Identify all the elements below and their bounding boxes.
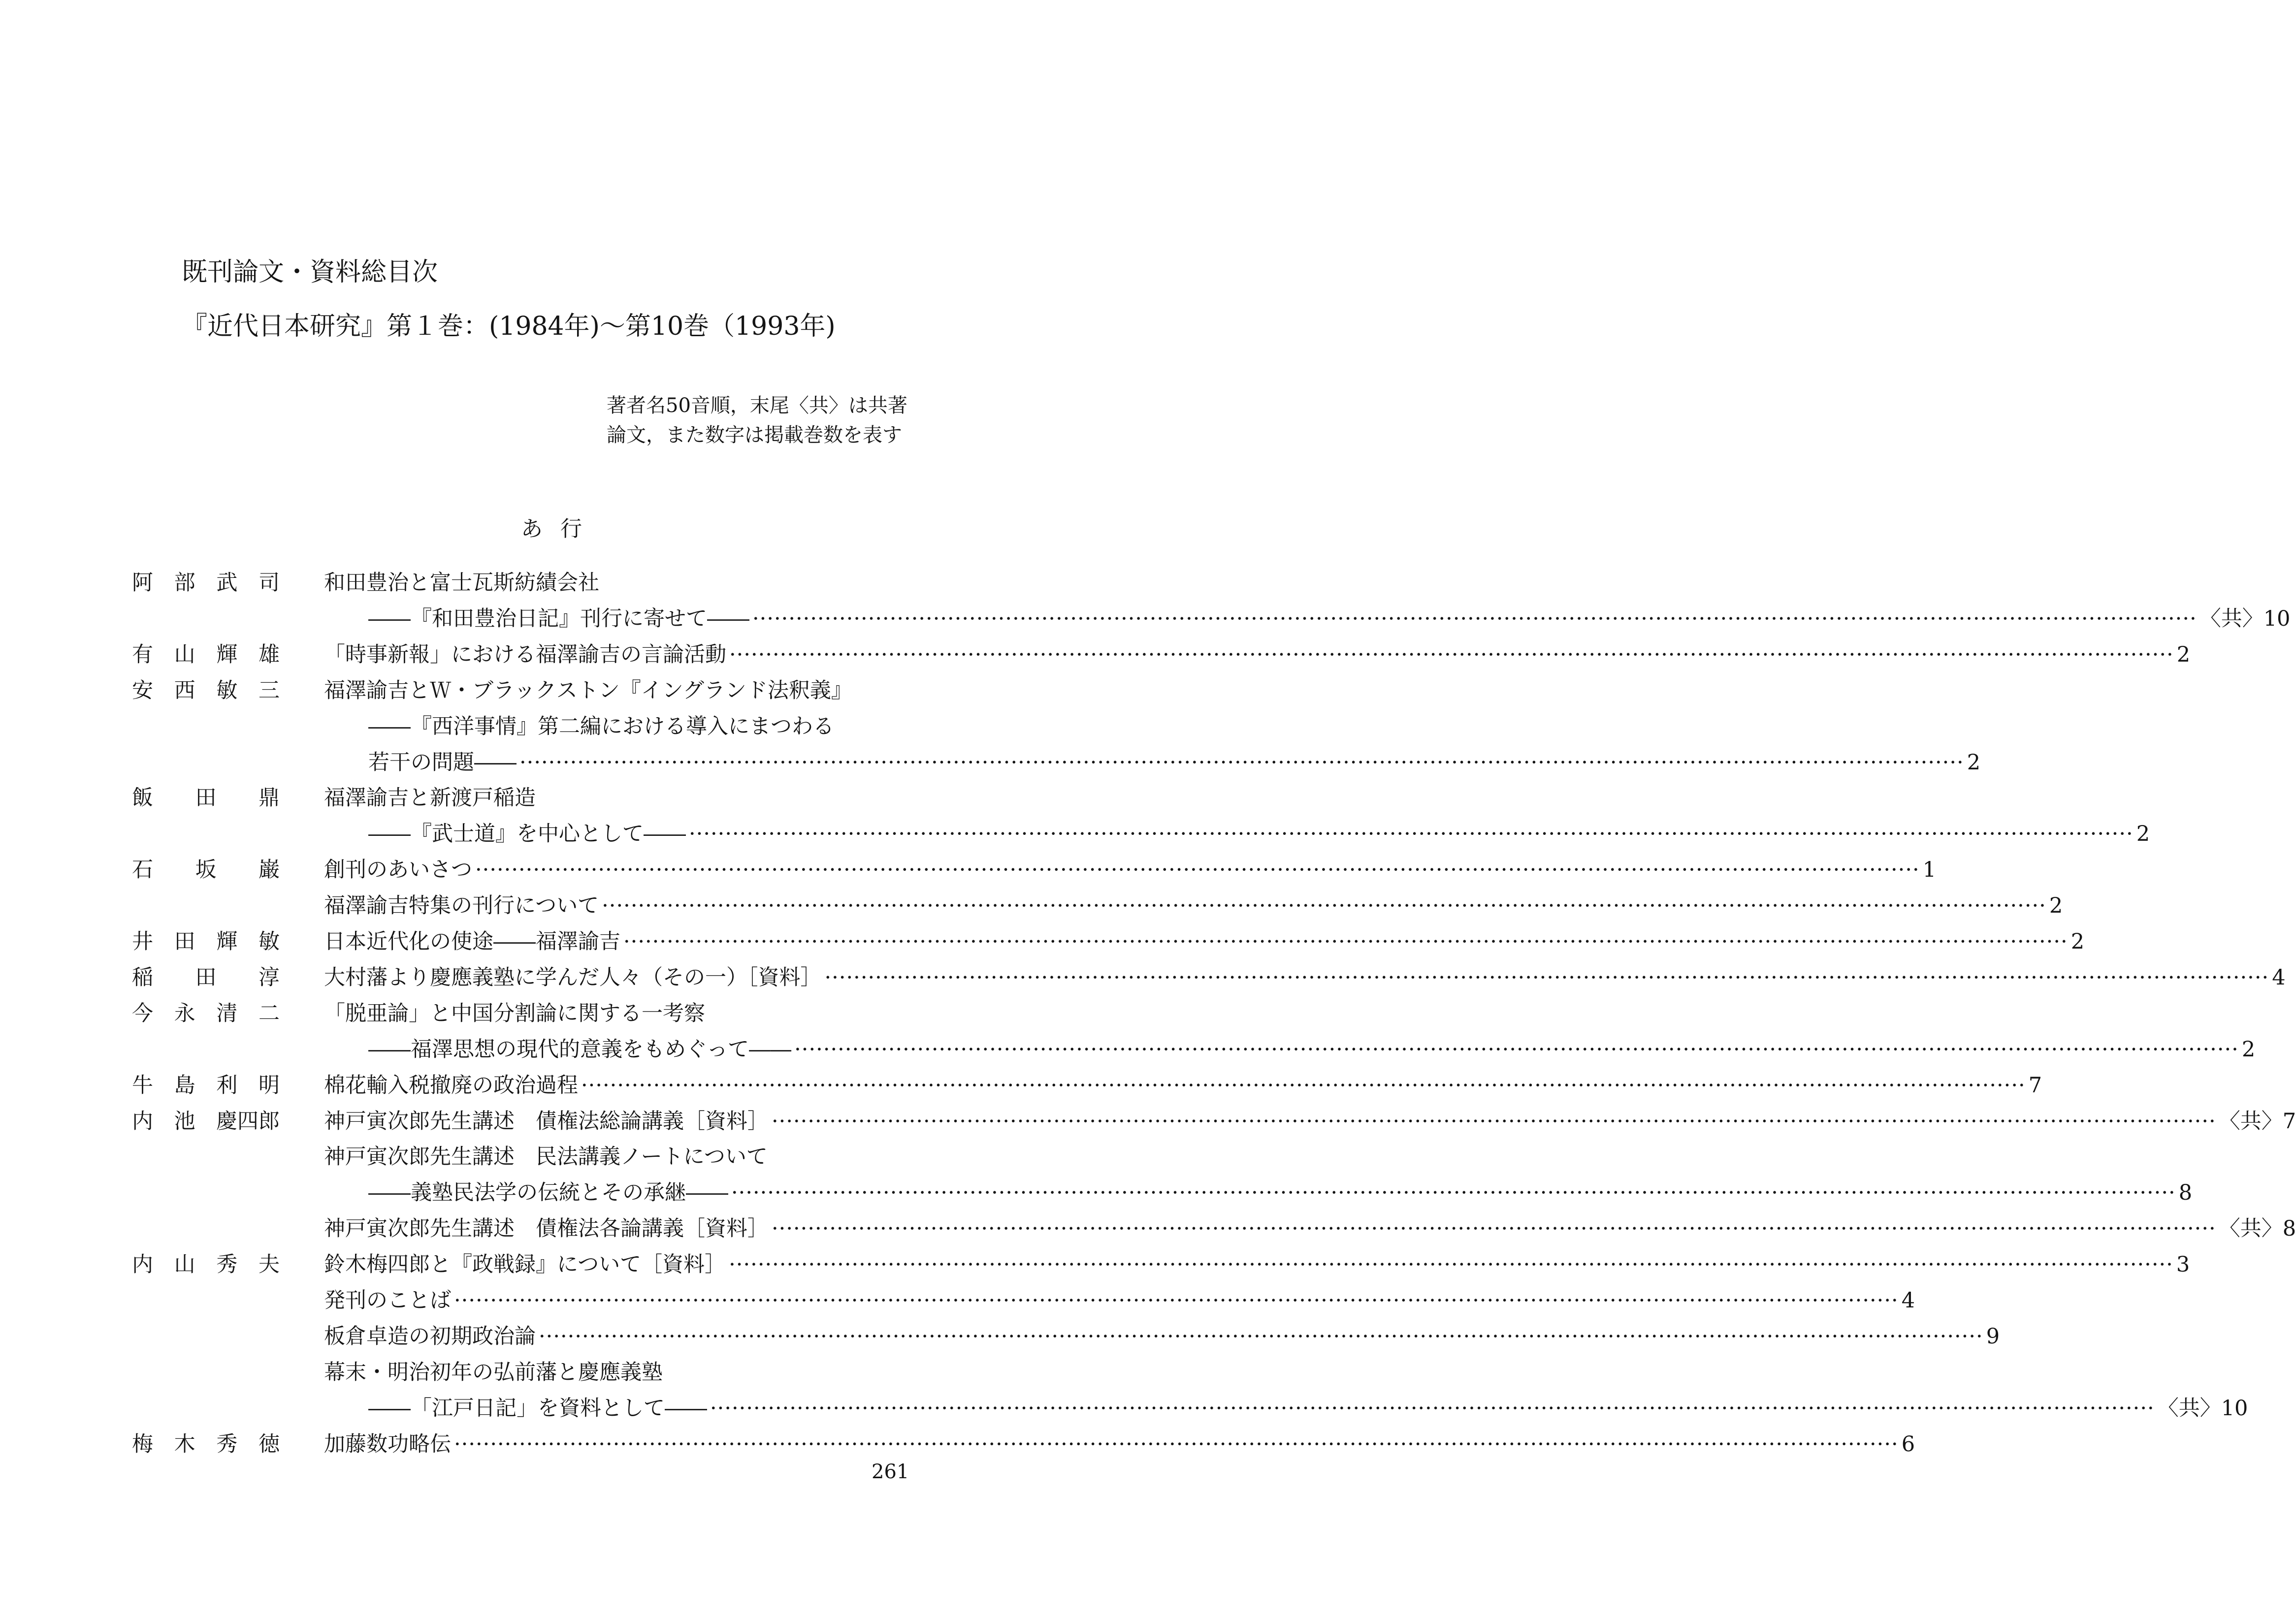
dot-leader: ········································································································································································································	[824, 965, 2269, 990]
index-row	[0, 673, 1103, 708]
author-char: 輝	[216, 642, 238, 667]
author-char: 山	[174, 1252, 195, 1277]
entry-title	[324, 1319, 2000, 1354]
index-row	[0, 1068, 2042, 1103]
entry-title	[324, 960, 2286, 995]
entry-text: 板倉卓造の初期政治論	[324, 1324, 536, 1349]
author-name	[132, 780, 280, 816]
author-char: 稲	[132, 965, 153, 990]
author-name	[132, 1427, 280, 1462]
entry-title	[324, 565, 927, 601]
author-char: 井	[132, 929, 153, 954]
index-row	[0, 1427, 1915, 1462]
author-char: 司	[258, 571, 280, 595]
entry-title	[324, 1247, 2190, 1282]
legend-note-line-2: 論文，また数字は掲載巻数を表す	[607, 424, 902, 446]
entry-text: 「脱亜論」と中国分割論に関する一考察	[324, 1001, 705, 1026]
author-char: 今	[132, 1001, 153, 1026]
volume-number: 2	[2241, 1037, 2256, 1062]
entry-text: 日本近代化の使途――福澤諭吉	[324, 929, 620, 954]
author-char: 内	[132, 1252, 153, 1277]
author-name	[132, 960, 280, 995]
author-name	[132, 996, 280, 1031]
author-char: 秀	[216, 1432, 238, 1457]
entry-title	[324, 1211, 2296, 1246]
entry-text: 創刊のあいさつ	[324, 858, 472, 882]
author-char: 坂	[195, 858, 217, 882]
index-row	[0, 1283, 1915, 1318]
author-char: 永	[174, 1001, 195, 1026]
volume-number: 8	[2178, 1180, 2193, 1205]
index-row	[0, 924, 2085, 959]
entry-title	[324, 780, 927, 816]
author-name	[132, 565, 280, 601]
index-row	[0, 1032, 2256, 1067]
author-char: 雄	[258, 642, 280, 667]
author-char: 敏	[258, 929, 280, 954]
entry-text: ――義塾民法学の伝統とその承継――	[368, 1180, 728, 1205]
entry-text: ――『和田豊治日記』刊行に寄せて――	[368, 606, 749, 631]
author-char: 内	[132, 1109, 153, 1134]
entry-text: 福澤諭吉特集の刊行について	[324, 893, 599, 918]
volume-number: 1	[1922, 858, 1937, 882]
author-char: 秀	[216, 1252, 238, 1277]
dot-leader: ········································································································································································································	[794, 1037, 2239, 1062]
author-name	[132, 673, 280, 708]
dot-leader: ········································································································································································································	[729, 642, 2174, 667]
author-char: 輝	[216, 929, 238, 954]
author-name	[132, 1068, 280, 1103]
author-char: 安	[132, 678, 153, 703]
index-row	[0, 852, 1937, 888]
author-char: 利	[216, 1073, 238, 1098]
dot-leader: ········································································································································································································	[602, 893, 2046, 918]
author-char: 有	[132, 642, 153, 667]
entry-text: 加藤数功略伝	[324, 1432, 451, 1457]
entry-title	[368, 1032, 2256, 1067]
author-name	[132, 637, 280, 672]
volume-number: 〈共〉8	[2219, 1216, 2296, 1241]
entry-text: 福澤諭吉と新渡戸稲造	[324, 786, 536, 810]
entry-text: 和田豊治と富士瓦斯紡績会社	[324, 571, 599, 595]
entry-title	[368, 709, 927, 744]
volume-number: 2	[2070, 929, 2085, 954]
author-char: 牛	[132, 1073, 153, 1098]
author-char: 徳	[258, 1432, 280, 1457]
dot-leader: ········································································································································································································	[731, 1180, 2176, 1205]
entry-title	[368, 601, 2291, 636]
entry-title	[368, 816, 2150, 852]
index-row	[0, 745, 1981, 780]
entry-text: 神戸寅次郎先生講述 民法講義ノートについて	[324, 1144, 768, 1169]
author-char: 二	[258, 1001, 280, 1026]
volume-number: 4	[2272, 965, 2286, 990]
author-char: 山	[174, 642, 195, 667]
entry-text: 幕末・明治初年の弘前藩と慶應義塾	[324, 1360, 663, 1385]
author-char: 阿	[132, 571, 153, 595]
entry-text: ――福澤思想の現代的意義をもめぐって――	[368, 1037, 792, 1062]
volume-number: 2	[2176, 642, 2191, 667]
index-row	[0, 996, 1103, 1031]
index-row	[0, 816, 2150, 852]
dot-leader: ········································································································································································································	[475, 858, 1920, 882]
author-char: 明	[258, 1073, 280, 1098]
entry-title	[324, 1355, 927, 1390]
index-row	[0, 1175, 2193, 1210]
volume-number: 3	[2176, 1252, 2190, 1277]
entry-text: 若干の問題――	[368, 750, 517, 775]
volume-number: 〈共〉10	[2199, 606, 2291, 631]
entry-title	[324, 924, 2085, 959]
index-row	[0, 1355, 1103, 1390]
volume-number: 2	[2049, 893, 2063, 918]
author-char: 飯	[132, 786, 153, 810]
entry-text: 発刊のことば	[324, 1288, 451, 1313]
author-char: 西	[174, 678, 195, 703]
author-char: 部	[174, 571, 195, 595]
entry-text: 福澤諭吉とＷ・ブラックストン『イングランド法釈義』	[324, 678, 852, 703]
author-char: 巌	[259, 858, 280, 882]
legend-note	[607, 391, 932, 450]
entry-title	[324, 1283, 1915, 1318]
volume-number: 6	[1901, 1432, 1915, 1457]
index-row	[0, 888, 2063, 923]
entry-text: ――『西洋事情』第二編における導入にまつわる	[368, 714, 834, 739]
entry-title	[324, 1068, 2042, 1103]
author-char: 梅	[132, 1432, 153, 1457]
entry-text: 神戸寅次郎先生講述 債権法総論講義［資料］	[324, 1109, 769, 1134]
author-char: 鼎	[259, 786, 280, 810]
entry-text: 棉花輸入税撤廃の政治過程	[324, 1073, 578, 1098]
author-char: 田	[195, 965, 217, 990]
entry-title	[324, 852, 1937, 888]
index-row	[0, 780, 1103, 816]
entry-text: 「時事新報」における福澤諭吉の言論活動	[324, 642, 726, 667]
author-char: 三	[258, 678, 280, 703]
entry-title	[324, 673, 927, 708]
dot-leader: ········································································································································································································	[581, 1073, 2026, 1098]
index-row	[0, 960, 2286, 995]
author-char: 池	[174, 1109, 195, 1134]
author-name	[132, 1247, 280, 1282]
entry-title	[368, 1175, 2193, 1210]
author-char: 武	[216, 571, 238, 595]
index-row	[0, 637, 2191, 672]
volume-number: 2	[1967, 750, 1981, 775]
index-row	[0, 565, 1103, 601]
page-subtitle: 『近代日本研究』第１巻：(1984年)～第10巻（1993年)	[182, 312, 836, 341]
dot-leader: ········································································································································································································	[689, 822, 2134, 846]
author-char: 清	[216, 1001, 238, 1026]
author-char: 敏	[216, 678, 238, 703]
dot-leader: ········································································································································································································	[729, 1252, 2173, 1277]
author-name	[132, 924, 280, 959]
author-char: 木	[174, 1432, 195, 1457]
volume-number: 〈共〉7	[2219, 1109, 2296, 1134]
entry-title	[324, 1427, 1915, 1462]
volume-number: 2	[2136, 822, 2150, 846]
page-number: 261	[872, 1461, 909, 1483]
index-row	[0, 1319, 2000, 1354]
dot-leader: ········································································································································································································	[772, 1216, 2216, 1241]
author-char: 田	[174, 929, 195, 954]
author-char: 夫	[258, 1252, 280, 1277]
dot-leader: ········································································································································································································	[772, 1109, 2216, 1134]
dot-leader: ········································································································································································································	[623, 929, 2068, 954]
entry-text: 鈴木梅四郎と『政戦録』について［資料］	[324, 1252, 726, 1277]
legend-note-line-1: 著者名50音順，末尾〈共〉は共著	[607, 394, 907, 417]
author-name	[132, 1104, 280, 1139]
entry-title	[324, 888, 2063, 923]
volume-number: 〈共〉10	[2157, 1396, 2248, 1421]
dot-leader: ········································································································································································································	[539, 1324, 1983, 1349]
author-char: 石	[132, 858, 153, 882]
dot-leader: ········································································································································································································	[710, 1396, 2155, 1421]
entry-title	[324, 996, 927, 1031]
entry-text: ――『武士道』を中心として――	[368, 822, 686, 846]
dot-leader: ········································································································································································································	[752, 606, 2197, 631]
section-heading: あ行	[521, 516, 600, 541]
index-row	[0, 709, 1103, 744]
index-row	[0, 1211, 2296, 1246]
dot-leader: ········································································································································································································	[454, 1432, 1899, 1457]
entry-title	[368, 745, 1981, 780]
index-row	[0, 1104, 2296, 1139]
entry-title	[324, 637, 2191, 672]
author-char: 淳	[259, 965, 280, 990]
dot-leader: ········································································································································································································	[454, 1288, 1899, 1313]
author-char: 慶四郎	[216, 1109, 280, 1134]
entry-title	[368, 1391, 2248, 1426]
index-row	[0, 1139, 1103, 1175]
entry-text: 大村藩より慶應義塾に学んだ人々（その一）［資料］	[324, 965, 822, 990]
entry-text: 神戸寅次郎先生講述 債権法各論講義［資料］	[324, 1216, 769, 1241]
index-row	[0, 1391, 2248, 1426]
author-char: 田	[195, 786, 217, 810]
volume-number: 9	[1986, 1324, 2000, 1349]
page-title: 既刊論文・資料総目次	[182, 257, 438, 287]
volume-number: 7	[2028, 1073, 2042, 1098]
entry-title	[324, 1139, 927, 1175]
dot-leader: ········································································································································································································	[519, 750, 1964, 775]
entry-title	[324, 1104, 2296, 1139]
entry-text: ――「江戸日記」を資料として――	[368, 1396, 707, 1421]
volume-number: 4	[1901, 1288, 1915, 1313]
index-row	[0, 1247, 2190, 1282]
author-char: 島	[174, 1073, 195, 1098]
author-name	[132, 852, 280, 888]
index-row	[0, 601, 2291, 636]
